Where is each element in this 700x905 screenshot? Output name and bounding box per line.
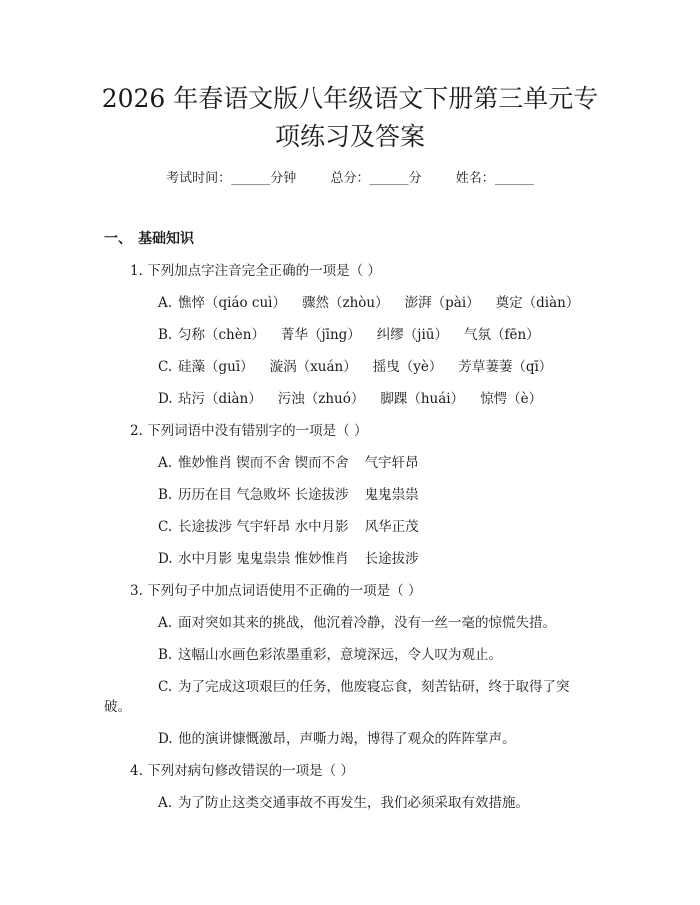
option-item: 气氛（fēn） — [464, 327, 540, 343]
option-text: 为了完成这项艰巨的任务，他废寝忘食，刻苦钻研，终于取得了突 — [178, 679, 570, 695]
option-row — [158, 678, 570, 696]
option-label: A. — [158, 295, 173, 311]
option-label: A. — [158, 455, 173, 471]
option-item: 匀称（chèn） — [178, 327, 265, 343]
option-item: 惟妙惟肖 锲而不舍 锲而不舍 — [178, 455, 349, 471]
option-item: 奠定（diàn） — [495, 295, 580, 311]
option-row — [158, 614, 556, 632]
exam-meta — [0, 170, 700, 188]
option-text: 这幅山水画色彩浓墨重彩，意境深远，令人叹为观止。 — [178, 647, 502, 663]
option-item: 芳草萋萋（qī） — [458, 359, 553, 375]
name-blank[interactable]: ______ — [494, 171, 534, 186]
time-unit: 分钟 — [270, 171, 297, 186]
option-label: A. — [158, 795, 173, 811]
option-row — [158, 486, 435, 504]
title-line-2: 项练习及答案 — [274, 122, 425, 151]
option-item: 菁华（jīng） — [280, 327, 361, 343]
option-row — [158, 390, 558, 408]
option-item: 鬼鬼祟祟 — [364, 487, 419, 503]
option-label: C. — [158, 359, 173, 375]
option-row — [158, 730, 516, 748]
question-stem: 2. 下列词语中没有错别字的一项是（ ） — [130, 423, 368, 439]
option-label: B. — [158, 647, 173, 663]
option-row — [158, 646, 502, 664]
option-text: 面对突如其来的挑战，他沉着冷静，没有一丝一毫的惊慌失措。 — [178, 615, 556, 631]
option-item: 摇曳（yè） — [372, 359, 443, 375]
option-item: 历历在目 气急败坏 长途拔涉 — [178, 487, 349, 503]
score-blank[interactable]: ______ — [369, 171, 409, 186]
question-stem: 4. 下列对病句修改错误的一项是（ ） — [130, 763, 354, 779]
score-unit: 分 — [408, 171, 422, 186]
option-label: D. — [158, 551, 173, 567]
option-row — [158, 294, 595, 312]
option-label: A. — [158, 615, 173, 631]
option-item: 气宇轩昂 — [364, 455, 419, 471]
option-item: 骤然（zhòu） — [302, 295, 389, 311]
option-row — [158, 794, 529, 812]
option-item: 风华正茂 — [364, 519, 419, 535]
option-item: 憔悴（qiáo cuì） — [178, 295, 286, 311]
option-text: 他的演讲慷慨激昂，声嘶力竭，博得了观众的阵阵掌声。 — [178, 731, 516, 747]
option-label: C. — [158, 679, 173, 695]
option-text: 为了防止这类交通事故不再发生，我们必须采取有效措施。 — [178, 795, 529, 811]
option-item: 惊愕（è） — [480, 391, 543, 407]
option-row — [158, 326, 556, 344]
option-item: 澎湃（pài） — [404, 295, 480, 311]
option-item: 纠缪（jiū） — [376, 327, 448, 343]
option-item: 长途拔涉 气宇轩昂 水中月影 — [178, 519, 349, 535]
option-item: 水中月影 鬼鬼祟祟 惟妙惟肖 — [178, 551, 349, 567]
document-title — [0, 80, 700, 156]
option-row — [158, 358, 568, 376]
question-stem: 1. 下列加点字注音完全正确的一项是（ ） — [130, 263, 381, 279]
time-label: 考试时间： — [166, 171, 232, 186]
option-row — [158, 454, 435, 472]
section-title: 基础知识 — [138, 231, 194, 247]
option-item: 漩涡（xuán） — [269, 359, 357, 375]
option-item: 硅藻（guī） — [178, 359, 254, 375]
option-item: 污浊（zhuó） — [277, 391, 365, 407]
option-item: 长途拔涉 — [364, 551, 419, 567]
option-label: B. — [158, 327, 173, 343]
score-label: 总分： — [330, 171, 370, 186]
section-number: 一、 — [104, 231, 132, 247]
option-label: D. — [158, 731, 173, 747]
name-label: 姓名： — [455, 171, 495, 186]
title-line-1: 2026 年春语文版八年级语文下册第三单元专 — [101, 84, 599, 113]
time-blank[interactable]: ______ — [231, 171, 271, 186]
option-item: 玷污（diàn） — [178, 391, 262, 407]
option-row — [158, 518, 435, 536]
option-row — [158, 550, 435, 568]
option-item: 脚踝（huái） — [380, 391, 465, 407]
option-text-continuation: 破。 — [104, 699, 131, 715]
option-label: B. — [158, 487, 173, 503]
option-label: C. — [158, 519, 173, 535]
option-label: D. — [158, 391, 173, 407]
section-heading — [104, 230, 194, 248]
question-stem: 3. 下列句子中加点词语使用不正确的一项是（ ） — [130, 583, 422, 599]
